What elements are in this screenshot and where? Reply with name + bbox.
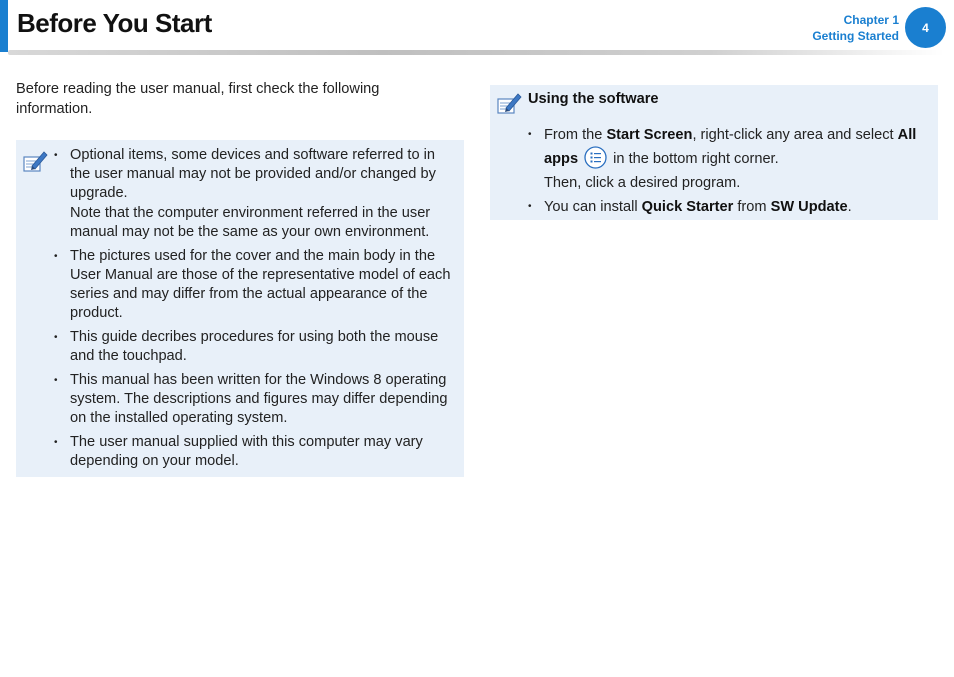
all-apps-icon — [584, 146, 607, 169]
software-notes-list — [528, 123, 920, 219]
list-item — [54, 146, 458, 242]
text-segment: Then, click a desired program. — [544, 175, 741, 191]
text-segment: , right-click any area and select — [692, 127, 898, 143]
chapter-number: Chapter 1 — [843, 13, 899, 27]
text-segment: From the — [544, 127, 607, 143]
pencil-note-icon — [22, 149, 50, 175]
page-title: Before You Start — [17, 8, 212, 38]
text-segment: . — [847, 199, 852, 215]
list-item-text: The user manual supplied with this computer may vary depending on your model. — [70, 434, 423, 470]
list-item — [54, 328, 458, 366]
header-divider — [8, 50, 944, 55]
list-item — [528, 195, 920, 219]
list-item-text: Optional items, some devices and software referred to in the user manual may not be provided and/or changed by upgrade. — [70, 147, 436, 202]
list-item-text: Note that the computer environment referred in the user manual may not be the same as your own environment. — [70, 204, 431, 240]
ui-term-start-screen: Start Screen — [606, 127, 693, 143]
chapter-name: Getting Started — [812, 29, 899, 43]
list-item — [54, 433, 458, 471]
pencil-note-icon — [496, 91, 524, 117]
header-accent-bar — [0, 0, 8, 52]
list-item — [54, 371, 458, 429]
ui-term-quick-starter: Quick Starter — [641, 199, 734, 215]
note-box-general — [16, 140, 464, 477]
chapter-label — [812, 12, 899, 44]
list-item-text: The pictures used for the cover and the main body in the User Manual are those of the representative model of each series and may differ from the actual appearance of the product. — [70, 247, 451, 322]
ui-term-sw-update: SW Update — [770, 199, 848, 215]
text-segment: from — [733, 199, 771, 215]
list-item — [54, 247, 458, 324]
note-box-software — [490, 85, 938, 220]
text-segment: You can install — [544, 199, 642, 215]
list-item — [528, 123, 920, 195]
page-number-badge: 4 — [905, 7, 946, 48]
list-item-text: This manual has been written for the Windows 8 operating system. The descriptions and figures may differ depending on the installed operating system. — [70, 372, 448, 427]
ui-term-all-apps: All apps — [544, 127, 917, 167]
list-item-text: This guide decribes procedures for using both the mouse and the touchpad. — [70, 329, 439, 365]
general-notes-list — [54, 146, 458, 476]
note-title: Using the software — [528, 91, 659, 107]
text-segment: in the bottom right corner. — [609, 151, 779, 167]
intro-paragraph: Before reading the user manual, first check the following information. — [16, 81, 380, 117]
